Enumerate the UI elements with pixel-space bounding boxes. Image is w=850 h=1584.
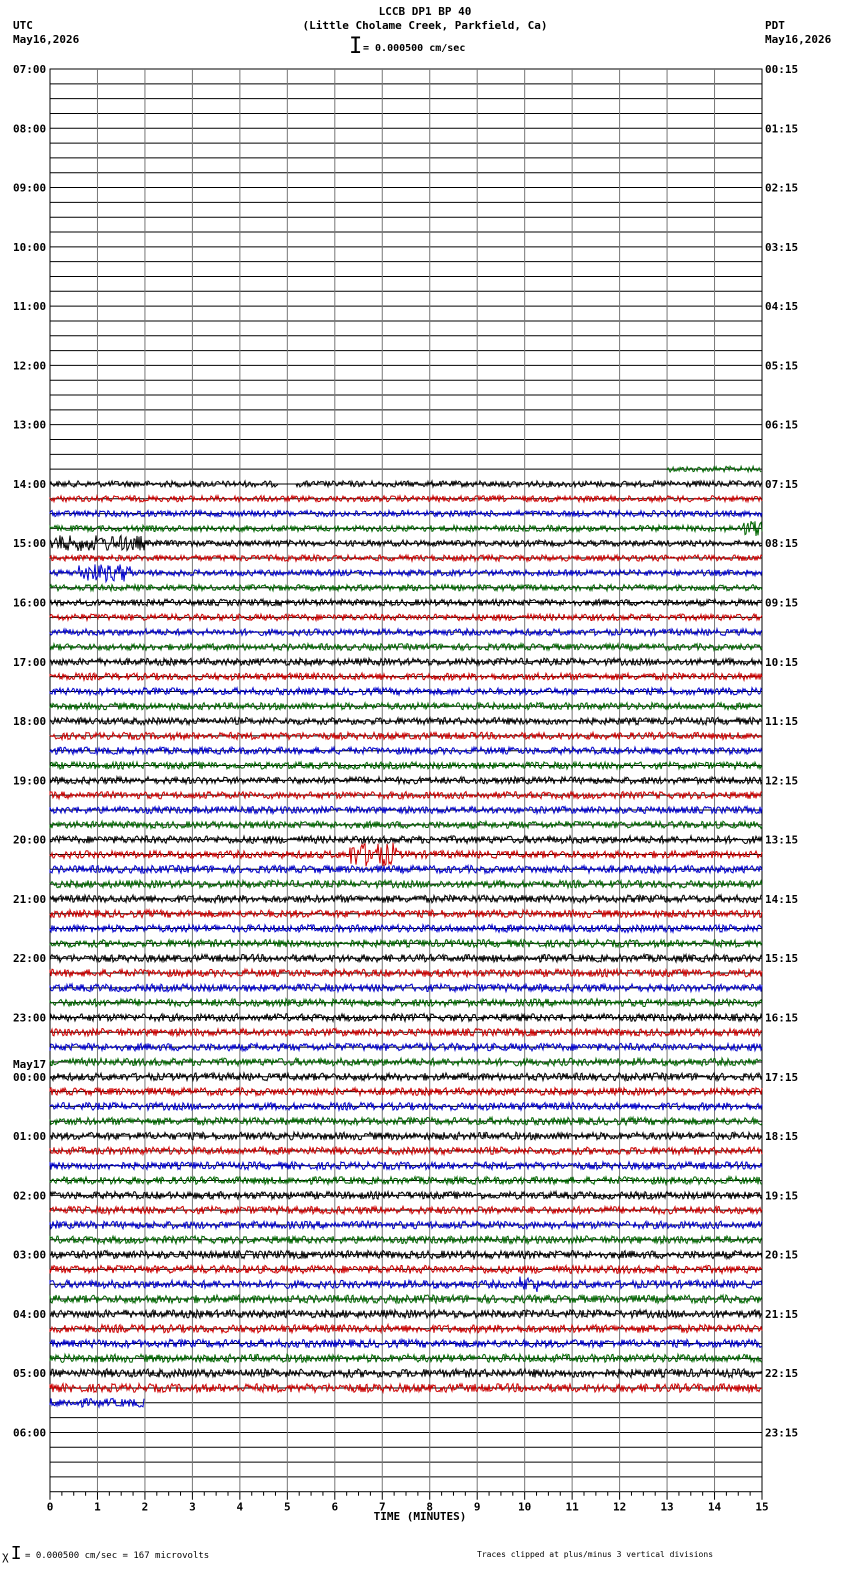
seismic-trace [50, 1088, 762, 1096]
x-tick-label: 5 [284, 1500, 291, 1514]
x-tick-label: 3 [189, 1500, 196, 1514]
left-hour-label: 12:00 [13, 359, 47, 373]
right-hour-label: 08:15 [765, 537, 799, 551]
right-hour-label: 12:15 [765, 774, 799, 788]
x-tick-label: 10 [518, 1500, 532, 1514]
footer-clip-note: Traces clipped at plus/minus 3 vertical divisions [477, 1550, 714, 1559]
right-hour-label: 10:15 [765, 655, 799, 669]
right-hour-label: 23:15 [765, 1426, 799, 1440]
left-hour-label: 23:00 [13, 1011, 47, 1025]
scale-bar-icon: I [349, 34, 363, 59]
left-hour-label: 21:00 [13, 892, 47, 906]
x-tick-label: 11 [565, 1500, 579, 1514]
footer-scale-note: = 0.000500 cm/sec = 167 microvolts [25, 1551, 210, 1561]
left-hour-label: 13:00 [13, 418, 47, 432]
date-change-label: May17 [13, 1057, 47, 1071]
left-hour-label: 18:00 [13, 715, 47, 729]
right-hour-label: 04:15 [765, 300, 799, 314]
right-hour-label: 21:15 [765, 1307, 799, 1321]
seismic-trace [50, 1117, 762, 1125]
chart-subtitle: (Little Cholame Creek, Parkfield, Ca) [302, 19, 548, 32]
x-axis-label: TIME (MINUTES) [373, 1510, 467, 1523]
left-timezone: UTC [13, 19, 33, 32]
x-tick-label: 14 [707, 1500, 722, 1514]
x-tick-label: 4 [236, 1500, 244, 1514]
x-tick-label: 12 [612, 1500, 627, 1514]
right-hour-label: 11:15 [765, 715, 799, 729]
right-hour-label: 06:15 [765, 418, 799, 432]
right-hour-label: 17:15 [765, 1070, 799, 1084]
left-hour-label: 14:00 [13, 477, 47, 491]
seismic-trace [50, 1192, 762, 1200]
seismic-trace [50, 1277, 762, 1292]
right-hour-label: 13:15 [765, 833, 799, 847]
right-hour-label: 14:15 [765, 892, 799, 906]
scale-label: = 0.000500 cm/sec [363, 43, 466, 54]
left-hour-label: 16:00 [13, 596, 47, 610]
left-date: May16,2026 [13, 33, 80, 46]
left-hour-label: 09:00 [13, 181, 47, 195]
x-tick-label: 7 [378, 1500, 386, 1514]
right-hour-label: 05:15 [765, 359, 799, 373]
left-hour-label: 17:00 [13, 655, 47, 669]
seismic-trace [50, 658, 762, 665]
right-hour-label: 01:15 [765, 122, 799, 136]
right-hour-label: 09:15 [765, 596, 799, 610]
left-hour-label: 05:00 [13, 1367, 47, 1381]
left-hour-label: 06:00 [13, 1426, 47, 1440]
right-hour-label: 16:15 [765, 1011, 799, 1025]
left-hour-label: 07:00 [13, 63, 47, 76]
left-hour-label: 22:00 [13, 952, 47, 966]
left-hour-label: 03:00 [13, 1248, 47, 1262]
left-hour-label: 15:00 [13, 537, 47, 551]
left-hour-label: 19:00 [13, 774, 47, 788]
right-hour-label: 19:15 [765, 1189, 799, 1203]
x-tick-label: 9 [473, 1500, 481, 1514]
left-hour-label: 04:00 [13, 1307, 47, 1321]
right-hour-label: 02:15 [765, 181, 799, 195]
x-tick-label: 8 [426, 1500, 434, 1514]
chart-title: LCCB DP1 BP 40 [378, 5, 472, 18]
left-hour-label: 20:00 [13, 833, 47, 847]
left-hour-label: 01:00 [13, 1130, 47, 1144]
right-hour-label: 20:15 [765, 1248, 799, 1262]
right-timezone: PDT [765, 19, 785, 32]
seismic-trace [50, 925, 762, 933]
x-tick-label: 6 [331, 1500, 339, 1514]
left-hour-label: 02:00 [13, 1189, 47, 1203]
footer-scale-icon: ᵪI [0, 1543, 22, 1564]
left-hour-label: 00:00 [13, 1070, 47, 1084]
right-hour-label: 07:15 [765, 477, 799, 491]
right-hour-label: 22:15 [765, 1367, 799, 1381]
x-tick-label: 13 [660, 1500, 674, 1514]
x-tick-label: 1 [94, 1500, 101, 1514]
x-tick-label: 2 [141, 1500, 149, 1514]
right-hour-label: 00:15 [765, 63, 799, 76]
right-date: May16,2026 [765, 33, 832, 46]
left-hour-label: 10:00 [13, 240, 47, 254]
right-hour-label: 03:15 [765, 240, 799, 254]
left-hour-label: 08:00 [13, 122, 47, 136]
right-hour-label: 15:15 [765, 952, 799, 966]
x-tick-label: 15 [755, 1500, 769, 1514]
right-hour-label: 18:15 [765, 1130, 799, 1144]
x-tick-label: 0 [46, 1500, 54, 1514]
left-hour-label: 11:00 [13, 300, 47, 314]
